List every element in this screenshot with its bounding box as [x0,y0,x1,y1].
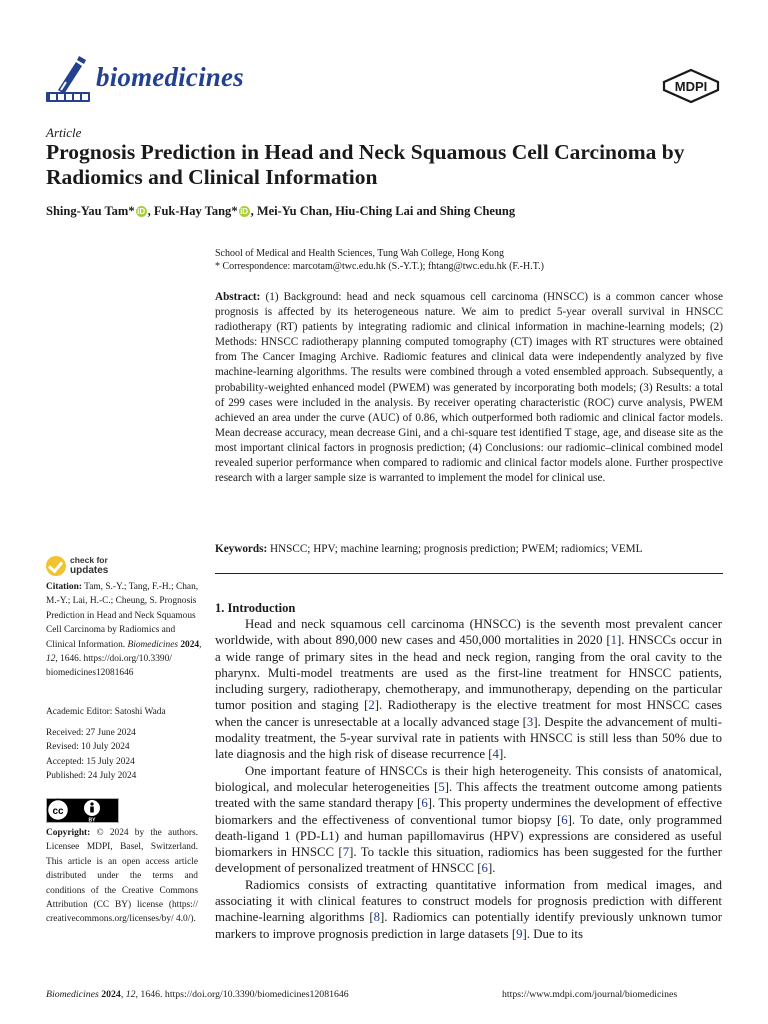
academic-editor: Academic Editor: Satoshi Wada [46,707,166,717]
journal-name: biomedicines [96,62,244,92]
author-list [46,204,515,219]
footer-doi[interactable]: , 1646. https://doi.org/10.3390/biomedicines12081646 [135,989,349,1000]
abstract-label: Abstract: [215,291,261,303]
reference-link[interactable]: 6 [481,861,488,876]
check-updates-line1: check for [70,555,108,565]
author-separator: and [413,204,440,218]
body-text-run: ]. Despite the advancement of multi-modality treatment, the 5-year survival rate in patients with HNSCC is still less than 50% due to late diagnosis and the high risk of disease recurrence [ [215,714,723,762]
body-text-run: ]. This affects the treatment outcome among patients treated with the same standard therapy [ [215,779,722,811]
body-text-run: Head and neck squamous cell carcinoma (HNSCC) is the seventh most prevalent cancer worldwide, with about 890,000 new cases and 450,000 mortalities in 2020 [ [215,617,722,648]
journal-logo-icon [44,56,92,106]
copyright-text: © 2024 by the authors. Licensee MDPI, Basel, Switzerland. This article is an open access article distributed under the terms and conditions of the Creative Commons Attribution (CC BY) license (https:// creativecommons.org/licenses/by/ 4.0/). [46,828,198,925]
mdpi-logo-icon [662,68,720,104]
body-text-run: ]. This property undermines the development of effective biomarkers and the effectiveness of conventional tumor biopsy [ [215,796,723,827]
body-text-run: ]. [498,747,507,762]
body-text [215,616,722,942]
footer-volume: 12 [125,989,136,1000]
reference-link[interactable]: 4 [492,747,499,762]
body-text-run: One important feature of HNSCCs is their high heterogeneity. This consists of anatomical, biological, and molecular heterogeneities [ [215,763,722,794]
reference-link[interactable]: 6 [421,796,428,811]
reference-link[interactable]: 5 [438,779,445,794]
cc-by-license-badge[interactable] [46,798,119,823]
date-received: Received: 27 June 2024 [46,728,136,738]
paper-title: Prognosis Prediction in Head and Neck Squamous Cell Carcinoma by Radiomics and Clinical Information [46,140,685,189]
citation-volume: 12 [46,654,56,665]
correspondence: * Correspondence: marcotam@twc.edu.hk (S.-Y.T.); fhtang@twc.edu.hk (F.-H.T.) [215,261,544,272]
author-separator: , [250,204,257,218]
section-heading: 1. Introduction [215,601,296,615]
citation-doi[interactable]: , 1646. https://doi.org/10.3390/ biomedicines12081646 [46,654,172,679]
author-name[interactable]: Hiu-Ching Lai [335,204,414,218]
date-accepted: Accepted: 15 July 2024 [46,756,135,767]
publisher-logo-text: MDPI [674,79,708,94]
body-text-run: ]. [487,861,496,876]
check-updates-icon [46,556,66,576]
citation-journal: Biomedicines [127,639,179,650]
body-text-run: ]. To tackle this situation, radiomics has been suggested for the further development of personalized treatment of HNSCC [ [215,845,722,876]
keywords [215,542,723,557]
copyright-notice [46,826,198,927]
reference-link[interactable]: 1 [610,633,618,648]
author-separator: , [147,204,154,218]
body-text-run: ]. HNSCCs occur in a wide range of primary sites in the head and neck region, ranging from the oral cavity to the pharynx. Multi-model treatments are used as the first-line treatment for HNSCC patients, including surgery, radiotherapy, chemotherapy, and immunotherapy, depending on the particular tumor position and staging [ [215,633,722,713]
body-text-run: ]. Radiomics can potentially identify previously unknown tumor markers to improve prognosis prediction in large datasets [ [215,910,722,941]
reference-link[interactable]: 7 [342,845,350,860]
reference-link[interactable]: 9 [516,926,523,941]
keywords-text: HNSCC; HPV; machine learning; prognosis prediction; PWEM; radiomics; VEML [270,543,643,555]
reference-link[interactable]: 3 [526,714,534,729]
corresponding-mark: * [128,204,135,218]
affiliation: School of Medical and Health Sciences, Tung Wah College, Hong Kong [215,248,504,259]
citation-text: Tam, S.-Y.; Tang, F.-H.; Chan, M.-Y.; Lai, H.-C.; Cheung, S. Prognosis Prediction in Head and Neck Squamous Cell Carcinoma by Radiomics and Clinical Information. [46,582,199,650]
footer-journal: Biomedicines [46,989,99,1000]
date-published: Published: 24 July 2024 [46,771,137,782]
footer-journal-url[interactable]: https://www.mdpi.com/journal/biomedicines [502,989,678,1000]
check-updates-line2: updates [70,564,109,576]
keywords-label: Keywords: [215,543,268,555]
svg-text:BY: BY [88,817,96,823]
footer-citation: Biomedicines 2024, 12, 1646. https://doi.org/10.3390/biomedicines12081646 [46,989,349,1000]
author-name[interactable]: Mei-Yu Chan [256,204,329,218]
copyright-label: Copyright: [46,828,91,838]
orcid-icon[interactable]: iD [240,207,249,216]
check-for-updates-button[interactable] [46,556,142,578]
abstract-text: (1) Background: head and neck squamous cell carcinoma (HNSCC) is a common cancer whose prognosis is affected by its heterogeneous nature. We aim to predict 5-year overall survival in HNSCC radiotherapy (RT) patients by integrating radiomic and clinical information in machine-learning models; (2) Methods: HNSCC radiotherapy planning computed tomography (CT) images with RT structures were obtained from The Cancer Imaging Archive. Radiomic features and clinical data were independently analyzed by five machine-learning algorithms. The results were combined through a voted ensembled approach. Subsequently, a probability-weighted enhanced model (PWEM) was generated by incorporating both models; (3) Results: a total of 299 cases were included in the analysis. By receiver operating characteristic (ROC) curve analysis, PWEM achieved an area under the curve (AUC) of 0.86, which outperformed both radiomic and clinical factor models. Mean decrease accuracy, mean decrease Gini, and a chi-square test identified T stage, age, and disease site as the most important clinical factors in prognosis prediction; (4) Conclusions: our radiomic–clinical combined model revealed superior performance when compared to radiomic and clinical factor models alone. Further prospective research with a larger sample size is warranted to implement the model for clinical use. [215,291,724,485]
body-paragraph [215,877,722,942]
body-text-run: ]. Radiotherapy is the elective treatment for most HNSCC cases when the cancer is unresectable at a locally advanced stage [ [215,698,722,729]
body-paragraph [215,763,722,877]
citation-label: Citation: [46,582,82,592]
orcid-icon[interactable]: iD [137,207,146,216]
reference-link[interactable]: 2 [368,698,375,713]
author-name[interactable]: Shing-Yau Tam [46,204,129,218]
body-text-run: ]. Due to its [522,926,583,941]
corresponding-mark: * [231,204,238,218]
date-revised: Revised: 10 July 2024 [46,742,130,753]
section-divider [215,573,723,574]
reference-link[interactable]: 8 [373,910,381,925]
body-text-run: ]. To date, only programmed death-ligand 1 (PD-L1) and human papillomavirus (HPV) expressions are considered as useful biomarkers in HNSCC [ [215,812,723,860]
author-separator: , [328,204,336,218]
reference-link[interactable]: 6 [561,812,568,827]
citation-year: 2024 [180,639,200,650]
citation-block: Citation: Tam, S.-Y.; Tang, F.-H.; Chan, M.-Y.; Lai, H.-C.; Cheung, S. Prognosis Prediction in Head and Neck Squamous Cell Carcinoma by Radiomics and Clinical Information. Biomedicines 2024, 12, 1646. https://doi.org/10.3390/ biomedicines12081646 [46,582,202,679]
author-name[interactable]: Shing Cheung [439,204,516,218]
body-paragraph [215,616,722,763]
abstract [215,290,723,486]
svg-text:cc: cc [52,806,64,817]
publication-dates [46,726,206,784]
author-name[interactable]: Fuk-Hay Tang [153,204,232,218]
footer-year: 2024 [101,989,121,1000]
article-type: Article [46,125,82,140]
body-text-run: Radiomics consists of extracting quantitative information from medical images, and associating it with clinical features to construct models for prognosis prediction with different machine-learning algorithms [ [215,877,722,925]
